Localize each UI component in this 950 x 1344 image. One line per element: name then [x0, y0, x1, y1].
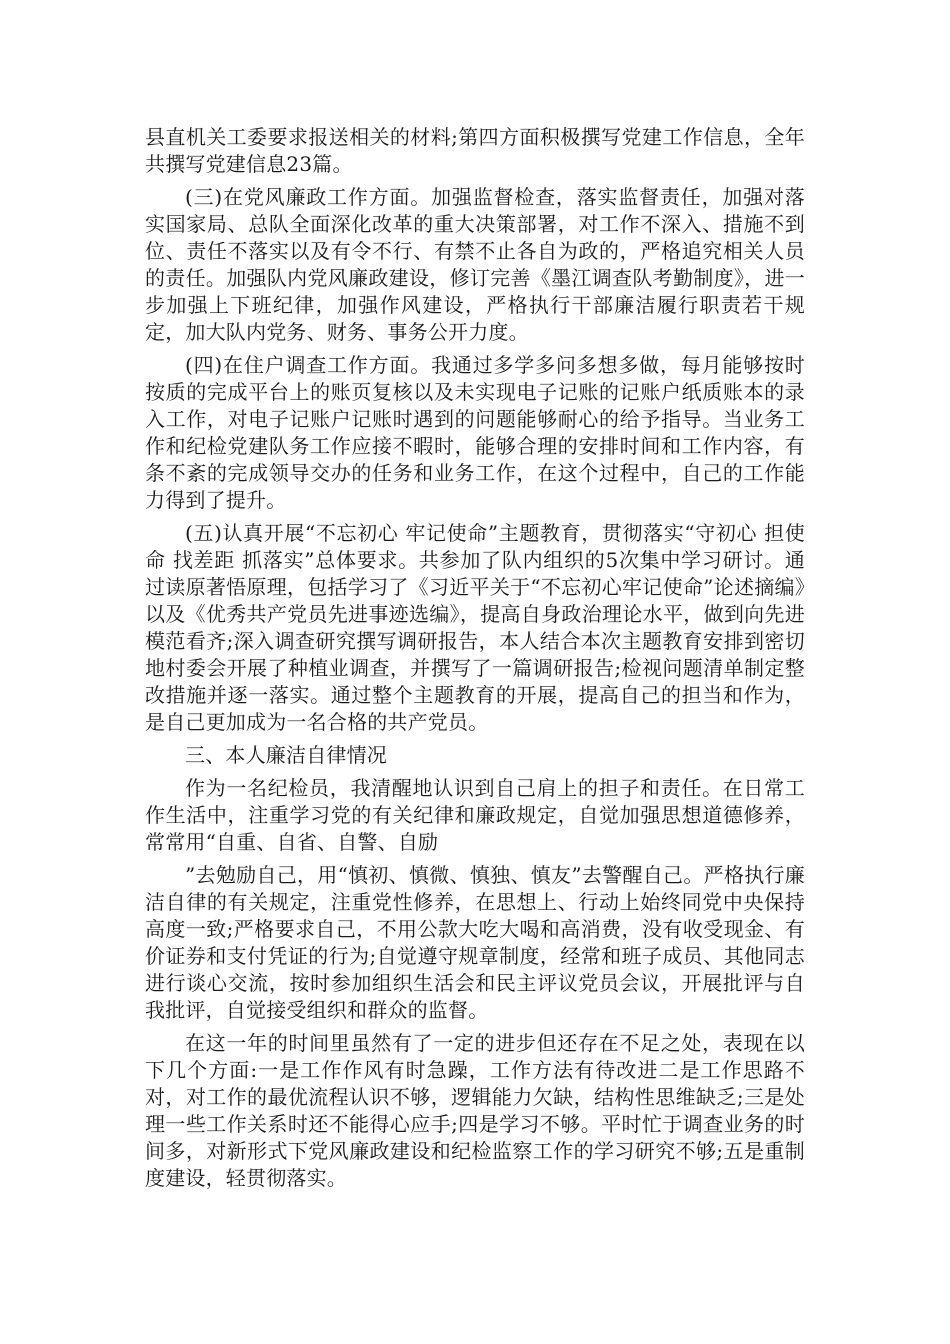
paragraph-integrity-detail: ”去勉励自己，用“慎初、慎微、慎独、慎友”去警醒自己。严格执行廉洁自律的有关规定，注重党性修养，在思想上、行动上始终同党中央保持高度一致;严格要求自己，不用公款大吃大喝和高消费，没有收受现金、有价证券和支付凭证的行为;自觉遵守规章制度，经常和班子成员、其他同志进行谈心交流，按时参加组织生活会和民主评议党员会议，开展批评与自我批评，自觉接受组织和群众的监督。 — [145, 863, 805, 1022]
paragraph-continuation: 县直机关工委要求报送相关的材料;第四方面积极撰写党建工作信息，全年共撰写党建信息23篇。 — [145, 125, 805, 176]
paragraph-integrity-intro: 作为一名纪检员，我清醒地认识到自己肩上的担子和责任。在日常工作生活中，注重学习党的有关纪律和廉政规定，自觉加强思想道德修养，常常用“自重、自省、自警、自励 — [145, 776, 805, 854]
paragraph-party-conduct: (三)在党风廉政工作方面。加强监督检查，落实监督责任，加强对落实国家局、总队全面深化改革的重大决策部署，对工作不深入、措施不到位、责任不落实以及有令不行、有禁不止各自为政的，严格追究相关人员的责任。加强队内党风廉政建设，修订完善《墨江调查队考勤制度》，进一步加强上下班纪律，加强作风建设，严格执行干部廉洁履行职责若干规定，加大队内党务、财务、事务公开力度。 — [145, 185, 805, 344]
paragraph-shortcomings: 在这一年的时间里虽然有了一定的进步但还存在不足之处，表现在以下几个方面:一是工作作风有时急躁，工作方法有待改进二是工作思路不对，对工作的最优流程认识不够，逻辑能力欠缺，结构性思维缺乏;三是处理一些工作关系时还不能得心应手;四是学习不够。平时忙于调查业务的时间多，对新形式下党风廉政建设和纪检监察工作的学习研究不够;五是重制度建设，轻贯彻落实。 — [145, 1031, 805, 1190]
paragraph-theme-education: (五)认真开展“不忘初心 牢记使命”主题教育，贯彻落实“守初心 担使命 找差距 抓落实”总体要求。共参加了队内组织的5次集中学习研讨。通过读原著悟原理，包括学习了《习近平关于“不忘初心牢记使命”论述摘编》以及《优秀共产党员先进事迹选编》，提高自身政治理论水平，做到向先进模范看齐;深入调查研究撰写调研报告，本人结合本次主题教育安排到密切地村委会开展了种植业调查，并撰写了一篇调研报告;检视问题清单制定整改措施并逐一落实。通过整个主题教育的开展，提高自己的担当和作为，是自己更加成为一名合格的共产党员。 — [145, 521, 805, 734]
section-heading-integrity: 三、本人廉洁自律情况 — [185, 743, 387, 767]
document-page — [145, 124, 805, 1198]
paragraph-household-survey: (四)在住户调查工作方面。我通过多学多问多想多做，每月能够按时按质的完成平台上的账页复核以及未实现电子记账的记账户纸质账本的录入工作，对电子记账户记账时遇到的问题能够耐心的给予指导。当业务工作和纪检党建队务工作应接不暇时，能够合理的安排时间和工作内容，有条不紊的完成领导交办的任务和业务工作，在这个过程中，自己的工作能力得到了提升。 — [145, 353, 805, 512]
